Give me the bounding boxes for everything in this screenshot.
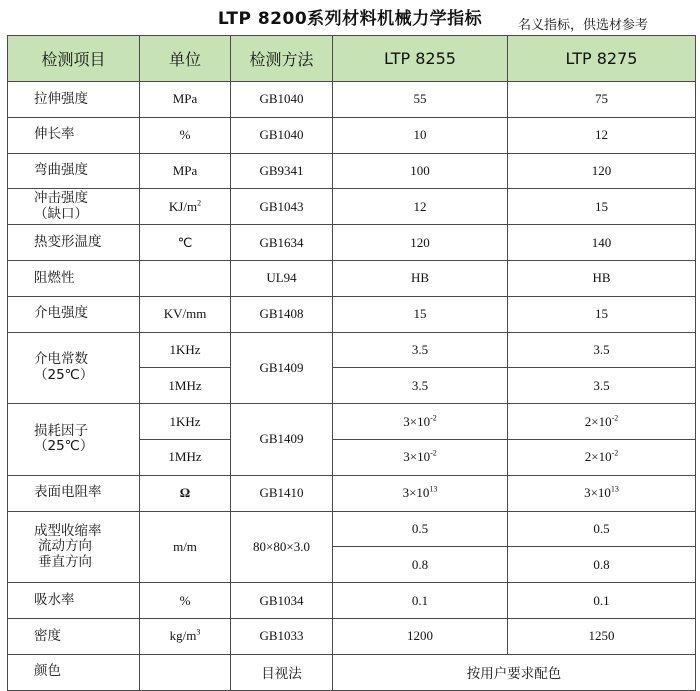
row-value-8275: 0.8: [508, 547, 696, 583]
row-value-8275: 15: [508, 296, 696, 332]
row-method: 80×80×3.0: [231, 511, 333, 583]
row-unit: KV/mm: [140, 296, 231, 332]
value-base: 3×10: [403, 449, 431, 465]
row-name: 阻燃性: [8, 260, 140, 296]
header-ltp8255: LTP 8255: [333, 36, 508, 82]
unit-base: KJ/m: [168, 198, 198, 214]
row-value-8255: 0.1: [333, 583, 508, 619]
row-name: [8, 511, 140, 583]
row-unit: Ω: [140, 475, 231, 511]
row-value-8275: 120: [508, 153, 696, 189]
row-name: [8, 189, 140, 225]
row-frequency: 1KHz: [140, 404, 231, 440]
row-method: GB1040: [231, 82, 333, 118]
row-name: 吸水率: [8, 583, 140, 619]
row-unit: [140, 189, 231, 225]
row-name: 拉伸强度: [8, 82, 140, 118]
row-value-8255: 15: [333, 296, 508, 332]
row-method: GB9341: [231, 153, 333, 189]
row-unit: %: [140, 117, 231, 153]
row-method: GB1409: [231, 404, 333, 476]
row-method: 目视法: [231, 654, 333, 690]
value-base: 3×10: [403, 413, 431, 429]
table-row: [8, 475, 696, 511]
row-method: GB1409: [231, 332, 333, 404]
row-value-8275: 1250: [508, 618, 696, 654]
row-value-8255: 10: [333, 117, 508, 153]
row-name-line1: 损耗因子: [34, 422, 88, 439]
table-row: [8, 82, 696, 118]
page-title: LTP 8200系列材料机械力学指标: [217, 9, 483, 29]
row-value-8275: HB: [508, 260, 696, 296]
row-unit: MPa: [140, 82, 231, 118]
row-unit: [140, 618, 231, 654]
row-name: 介电强度: [8, 296, 140, 332]
row-value-8255: 3.5: [333, 332, 508, 368]
row-name-line2: 流动方向: [38, 538, 92, 555]
row-name-line1: 成型收缩率: [34, 522, 102, 539]
table-row: [8, 117, 696, 153]
row-method: GB1040: [231, 117, 333, 153]
table-row: [8, 296, 696, 332]
row-value-8275: 3.5: [508, 368, 696, 404]
table-row: [8, 189, 696, 225]
row-method: GB1034: [231, 583, 333, 619]
row-value-8275: [508, 475, 696, 511]
value-exponent: -2: [430, 413, 437, 423]
table-row: [8, 225, 696, 261]
row-name: 热变形温度: [8, 225, 140, 261]
row-method: GB1033: [231, 618, 333, 654]
value-base: 2×10: [584, 449, 612, 465]
row-value-8275: 140: [508, 225, 696, 261]
row-name: 颜色: [8, 654, 140, 690]
row-value-8255: HB: [333, 260, 508, 296]
header-method: 检测方法: [231, 36, 333, 82]
row-unit: [140, 654, 231, 690]
value-exponent: 13: [429, 484, 438, 494]
row-value-8255: 55: [333, 82, 508, 118]
table-row: [8, 618, 696, 654]
row-unit: [140, 260, 231, 296]
row-name: [8, 332, 140, 404]
table-row: [8, 654, 696, 690]
row-name: [8, 404, 140, 476]
value-base: 3×10: [584, 485, 611, 501]
row-unit: %: [140, 583, 231, 619]
row-name-line2: （25℃）: [34, 438, 94, 455]
row-value-8255: 120: [333, 225, 508, 261]
row-name-line3: 垂直方向: [38, 553, 92, 570]
row-value-8255: 0.5: [333, 511, 508, 547]
row-name-line2: （25℃）: [34, 366, 94, 383]
row-name-line1: 介电常数: [34, 351, 88, 368]
value-exponent: -2: [611, 449, 619, 459]
row-name: 密度: [8, 618, 140, 654]
row-value-merged: 按用户要求配色: [333, 654, 696, 690]
row-method: GB1634: [231, 225, 333, 261]
row-value-8275: 12: [508, 117, 696, 153]
row-method: UL94: [231, 260, 333, 296]
row-value-8255: [333, 439, 508, 475]
unit-superscript: 2: [197, 198, 202, 208]
unit-superscript: 3: [196, 628, 201, 638]
table-row: [8, 260, 696, 296]
row-frequency: 1KHz: [140, 332, 231, 368]
row-value-8275: 75: [508, 82, 696, 118]
value-base: 2×10: [584, 413, 612, 429]
row-value-8255: 1200: [333, 618, 508, 654]
table-row: [8, 332, 696, 368]
value-exponent: -2: [611, 413, 619, 423]
header-item: 检测项目: [8, 36, 140, 82]
row-value-8255: 100: [333, 153, 508, 189]
row-value-8255: 12: [333, 189, 508, 225]
row-name-line1: 冲击强度: [34, 190, 88, 207]
row-value-8255: 3.5: [333, 368, 508, 404]
row-name: 弯曲强度: [8, 153, 140, 189]
row-value-8255: [333, 404, 508, 440]
row-value-8275: [508, 404, 696, 440]
value-exponent: 13: [610, 484, 619, 494]
row-unit: m/m: [140, 511, 231, 583]
table-header-row: [8, 36, 696, 82]
reference-note: 名义指标，供选材参考: [517, 18, 648, 33]
row-value-8275: [508, 439, 696, 475]
row-unit: ℃: [140, 225, 231, 261]
header-ltp8275: LTP 8275: [508, 36, 696, 82]
row-method: GB1410: [231, 475, 333, 511]
row-value-8275: 0.5: [508, 511, 696, 547]
row-frequency: 1MHz: [140, 368, 231, 404]
row-value-8255: [333, 475, 508, 511]
table-row: [8, 153, 696, 189]
row-unit: MPa: [140, 153, 231, 189]
row-value-8275: 15: [508, 189, 696, 225]
unit-base: kg/m: [169, 628, 197, 644]
table-row: [8, 404, 696, 440]
properties-table: [7, 35, 696, 691]
row-method: GB1043: [231, 189, 333, 225]
row-value-8255: 0.8: [333, 547, 508, 583]
table-row: [8, 511, 696, 547]
row-name: 伸长率: [8, 117, 140, 153]
row-method: GB1408: [231, 296, 333, 332]
row-frequency: 1MHz: [140, 439, 231, 475]
row-name: 表面电阻率: [8, 475, 140, 511]
value-exponent: -2: [430, 449, 437, 459]
header-unit: 单位: [140, 36, 231, 82]
table-row: [8, 583, 696, 619]
row-value-8275: 0.1: [508, 583, 696, 619]
row-name-line2: （缺口）: [34, 205, 88, 222]
row-value-8275: 3.5: [508, 332, 696, 368]
value-base: 3×10: [402, 485, 430, 501]
